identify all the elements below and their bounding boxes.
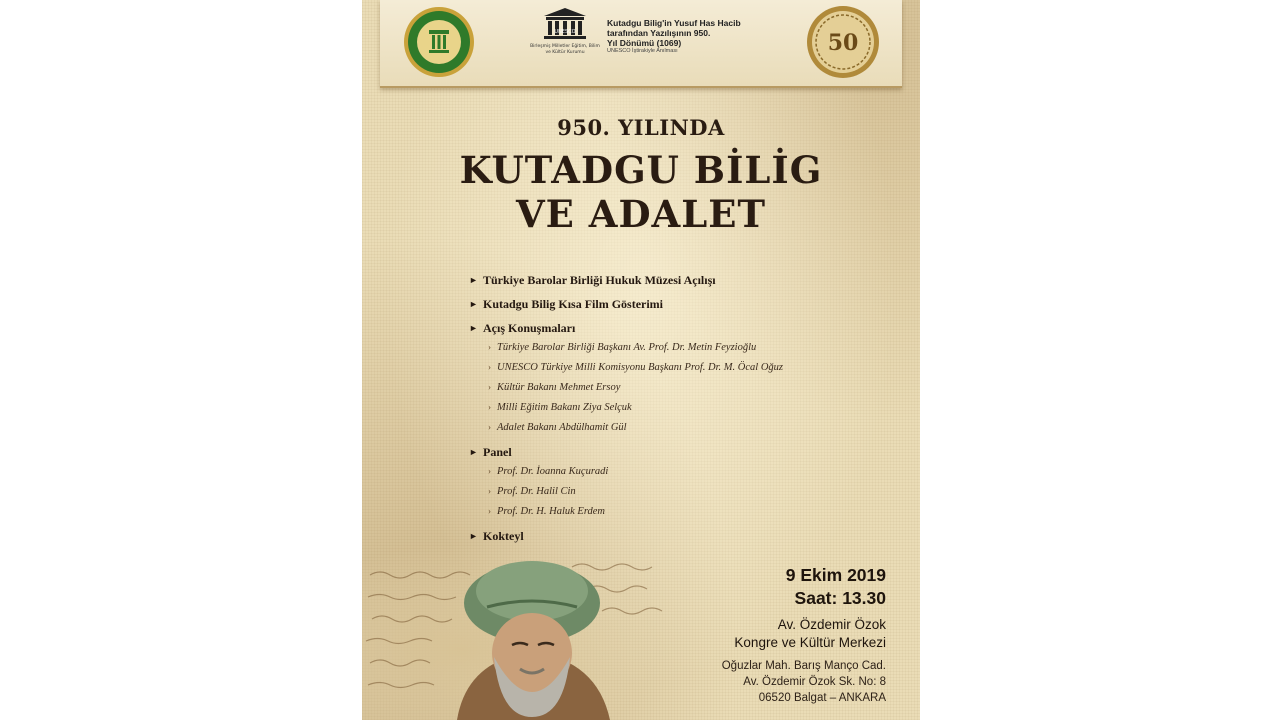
heading-line-3: Yıl Dönümü (1069) [607,38,682,48]
50th-anniversary-seal-icon [806,5,880,79]
title-pre: 950. YILINDA [557,115,725,140]
event-poster [362,0,920,720]
poster-title [362,148,920,236]
venue-line-1: Av. Özdemir Özok [777,617,886,632]
bullet-arrow-icon: ► [469,275,478,285]
program-item [469,321,849,341]
event-address [666,658,886,706]
bullet-arrow-icon: ► [469,299,478,309]
panelist-item [469,485,849,505]
unesco-temple-icon [530,6,600,42]
speaker-item [469,361,849,381]
program-item-label: Kutadgu Bilig Kısa Film Gösterimi [483,297,664,311]
chevron-right-icon: › [488,382,491,392]
event-heading [607,18,797,55]
heading-line-4: UNESCO İştirakiyle Anılması [607,48,678,54]
chevron-right-icon: › [488,506,491,516]
speaker-name: Milli Eğitim Bakanı Ziya Selçuk [497,402,632,413]
title-line-1: KUTADGU BİLİG [459,148,823,192]
panelist-name: Prof. Dr. H. Haluk Erdem [497,506,606,517]
unesco-caption: Birleşmiş Milletler Eğitim, Bilim ve Kültür Kurumu [530,44,600,55]
program-item-label: Türkiye Barolar Birliği Hukuk Müzesi Açılışı [483,273,716,287]
title-line-2: VE ADALET [515,192,767,236]
chevron-right-icon: › [488,342,491,352]
panelist-item [469,505,849,529]
unesco-logo [530,6,600,78]
speaker-name: Kültür Bakanı Mehmet Ersoy [497,382,621,393]
speaker-name: Türkiye Barolar Birliği Başkanı Av. Prof. Dr. Metin Feyzioğlu [497,342,757,353]
venue-line-2: Kongre ve Kültür Merkezi [734,635,886,650]
address-line-2: Av. Özdemir Özok Sk. No: 8 [743,676,886,688]
bullet-arrow-icon: ► [469,531,478,541]
heading-line-2: tarafından Yazılışının 950. [607,28,711,38]
bullet-arrow-icon: ► [469,323,478,333]
panelist-name: Prof. Dr. İoanna Kuçuradi [497,466,609,477]
chevron-right-icon: › [488,422,491,432]
program-list [469,273,849,553]
chevron-right-icon: › [488,362,491,372]
speaker-item [469,421,849,445]
program-item-label: Açış Konuşmaları [483,321,576,335]
program-item-label: Kokteyl [483,529,524,543]
speaker-item [469,381,849,401]
address-line-1: Oğuzlar Mah. Barış Manço Cad. [721,660,886,672]
program-item [469,297,849,321]
address-line-3: 06520 Balgat – ANKARA [758,692,886,704]
chevron-right-icon: › [488,402,491,412]
speaker-item [469,341,849,361]
heading-line-1: Kutadgu Bilig'in Yusuf Has Hacib [607,18,741,28]
panelist-name: Prof. Dr. Halil Cin [497,486,576,497]
speaker-item [469,401,849,421]
program-item [469,273,849,297]
svg-text:50: 50 [827,30,859,56]
chevron-right-icon: › [488,486,491,496]
program-item-label: Panel [483,445,512,459]
unesco-mark: UNESCO [554,29,576,35]
event-details [666,564,886,706]
chevron-right-icon: › [488,466,491,476]
event-venue [666,616,886,652]
event-date: 9 Ekim 2019 [785,565,886,585]
barolar-birligi-seal-icon [403,6,475,78]
speaker-name: UNESCO Türkiye Milli Komisyonu Başkanı Prof. Dr. M. Öcal Oğuz [497,362,784,373]
panelist-item [469,465,849,485]
program-item [469,445,849,465]
speaker-name: Adalet Bakanı Abdülhamit Gül [497,422,627,433]
bullet-arrow-icon: ► [469,447,478,457]
event-time: Saat: 13.30 [794,588,886,608]
